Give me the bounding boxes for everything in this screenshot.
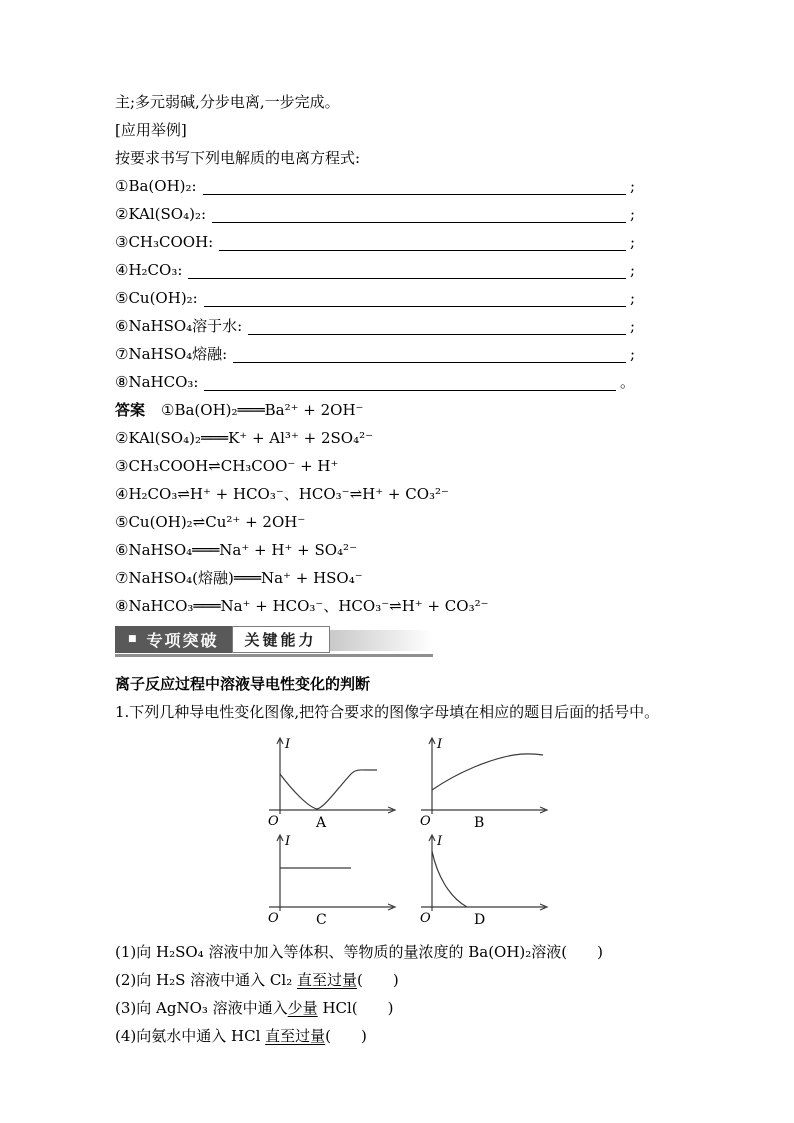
graph-C <box>264 831 400 928</box>
sub-question-1 <box>115 938 635 966</box>
graph-A <box>264 734 400 831</box>
subq-underlined: 直至过量 <box>265 1027 326 1045</box>
blank-punctuation: ; <box>629 205 635 223</box>
square-bullet-icon: ■ <box>128 634 139 644</box>
origin-label: O <box>268 814 279 829</box>
exercise-prompt: 按要求书写下列电解质的电离方程式: <box>115 149 361 167</box>
blank-item-8 <box>115 368 635 396</box>
answer-blank-line <box>212 200 626 223</box>
blank-punctuation: ; <box>629 261 635 279</box>
subq-text: (3)向 AgNO₃ 溶液中通入 <box>115 999 288 1017</box>
graph-letter: B <box>474 815 485 831</box>
blank-label: ①Ba(OH)₂: <box>115 177 197 195</box>
blank-punctuation: ; <box>629 345 635 363</box>
intro-text: 主;多元弱碱,分步电离,一步完成。 <box>115 93 340 111</box>
answer-line-3: ③CH₃COOH⇌CH₃COO⁻ + H⁺ <box>115 457 339 475</box>
blank-punctuation: ; <box>629 177 635 195</box>
answer-line-2: ②KAl(SO₄)₂═══K⁺ + Al³⁺ + 2SO₄²⁻ <box>115 429 374 447</box>
answer-line-7: ⑦NaHSO₄(熔融)═══Na⁺ + HSO₄⁻ <box>115 569 363 587</box>
graph-row-top <box>264 734 635 831</box>
blank-item-3 <box>115 228 635 256</box>
blank-item-2 <box>115 200 635 228</box>
y-axis-label: I <box>285 834 291 849</box>
subq-bracket: HCl( ) <box>317 999 394 1017</box>
graph-letter: A <box>316 815 327 831</box>
blank-item-1 <box>115 172 635 200</box>
blank-punctuation: ; <box>629 289 635 307</box>
banner-primary-box <box>115 626 232 653</box>
y-axis-label: I <box>437 737 443 752</box>
answer-line-8: ⑧NaHCO₃═══Na⁺ + HCO₃⁻、HCO₃⁻⇌H⁺ + CO₃²⁻ <box>115 597 489 615</box>
banner-gradient-strip <box>330 630 433 651</box>
subq-bracket: ( ) <box>561 943 604 961</box>
banner-secondary-box: 关键能力 <box>232 626 330 653</box>
subq-underlined: 少量 <box>287 999 318 1017</box>
answer-blank-line <box>204 368 616 391</box>
blank-label: ⑤Cu(OH)₂: <box>115 289 198 307</box>
origin-label: O <box>420 911 431 926</box>
question-1-text: 1.下列几种导电性变化图像,把符合要求的图像字母填在相应的题目后面的括号中。 <box>115 703 660 721</box>
sub-question-3 <box>115 994 635 1022</box>
blank-punctuation: ; <box>629 233 635 251</box>
blank-item-4 <box>115 256 635 284</box>
blank-item-6 <box>115 312 635 340</box>
answer-equation: ①Ba(OH)₂═══Ba²⁺ + 2OH⁻ <box>161 401 364 419</box>
banner-primary-label: 专项突破 <box>146 631 219 650</box>
blank-label: ③CH₃COOH: <box>115 233 214 251</box>
answer-blank-line <box>248 312 626 335</box>
answer-line-5: ⑤Cu(OH)₂⇌Cu²⁺ + 2OH⁻ <box>115 513 306 531</box>
graph-D <box>416 831 552 928</box>
sub-question-4 <box>115 1022 635 1050</box>
subq-bracket: ( ) <box>357 971 399 989</box>
origin-label: O <box>420 814 431 829</box>
answer-line-4: ④H₂CO₃⇌H⁺ + HCO₃⁻、HCO₃⁻⇌H⁺ + CO₃²⁻ <box>115 485 449 503</box>
y-axis-label: I <box>285 737 291 752</box>
blank-punctuation: ; <box>629 317 635 335</box>
answer-blank-line <box>219 228 626 251</box>
graph-letter: C <box>316 912 327 928</box>
answer-line-1 <box>115 396 635 424</box>
graph-row-bottom <box>264 831 635 928</box>
sub-question-2 <box>115 966 635 994</box>
blank-label: ⑥NaHSO₄溶于水: <box>115 317 243 335</box>
subq-text: (4)向氨水中通入 HCl <box>115 1027 266 1045</box>
graph-B <box>416 734 552 831</box>
answer-blank-line <box>203 172 626 195</box>
section-tag: [应用举例] <box>115 121 187 139</box>
answer-blank-line <box>204 284 626 307</box>
answer-line-6: ⑥NaHSO₄═══Na⁺ + H⁺ + SO₄²⁻ <box>115 541 357 559</box>
subq-text: (2)向 H₂S 溶液中通入 Cl₂ <box>115 971 297 989</box>
subq-bracket: ( ) <box>325 1027 367 1045</box>
blank-item-7 <box>115 340 635 368</box>
section-banner <box>115 626 433 653</box>
subq-text: (1)向 H₂SO₄ 溶液中加入等体积、等物质的量浓度的 Ba(OH)₂溶液 <box>115 943 562 961</box>
y-axis-label: I <box>437 834 443 849</box>
answer-blank-line <box>188 256 626 279</box>
origin-label: O <box>268 911 279 926</box>
graph-letter: D <box>474 912 486 928</box>
blank-item-5 <box>115 284 635 312</box>
answer-label: 答案 <box>115 401 146 419</box>
page-content <box>115 88 660 1050</box>
blank-label: ④H₂CO₃: <box>115 261 183 279</box>
topic-title: 离子反应过程中溶液导电性变化的判断 <box>115 675 371 693</box>
sub-questions <box>115 938 635 1050</box>
banner-underline-rule <box>115 654 433 657</box>
answer-blank-line <box>233 340 626 363</box>
blank-label: ②KAl(SO₄)₂: <box>115 205 207 223</box>
conductivity-graphs <box>264 734 635 928</box>
blank-label: ⑧NaHCO₃: <box>115 373 199 391</box>
subq-underlined: 直至过量 <box>296 971 357 989</box>
blank-label: ⑦NaHSO₄熔融: <box>115 345 228 363</box>
blank-punctuation: 。 <box>619 373 635 391</box>
